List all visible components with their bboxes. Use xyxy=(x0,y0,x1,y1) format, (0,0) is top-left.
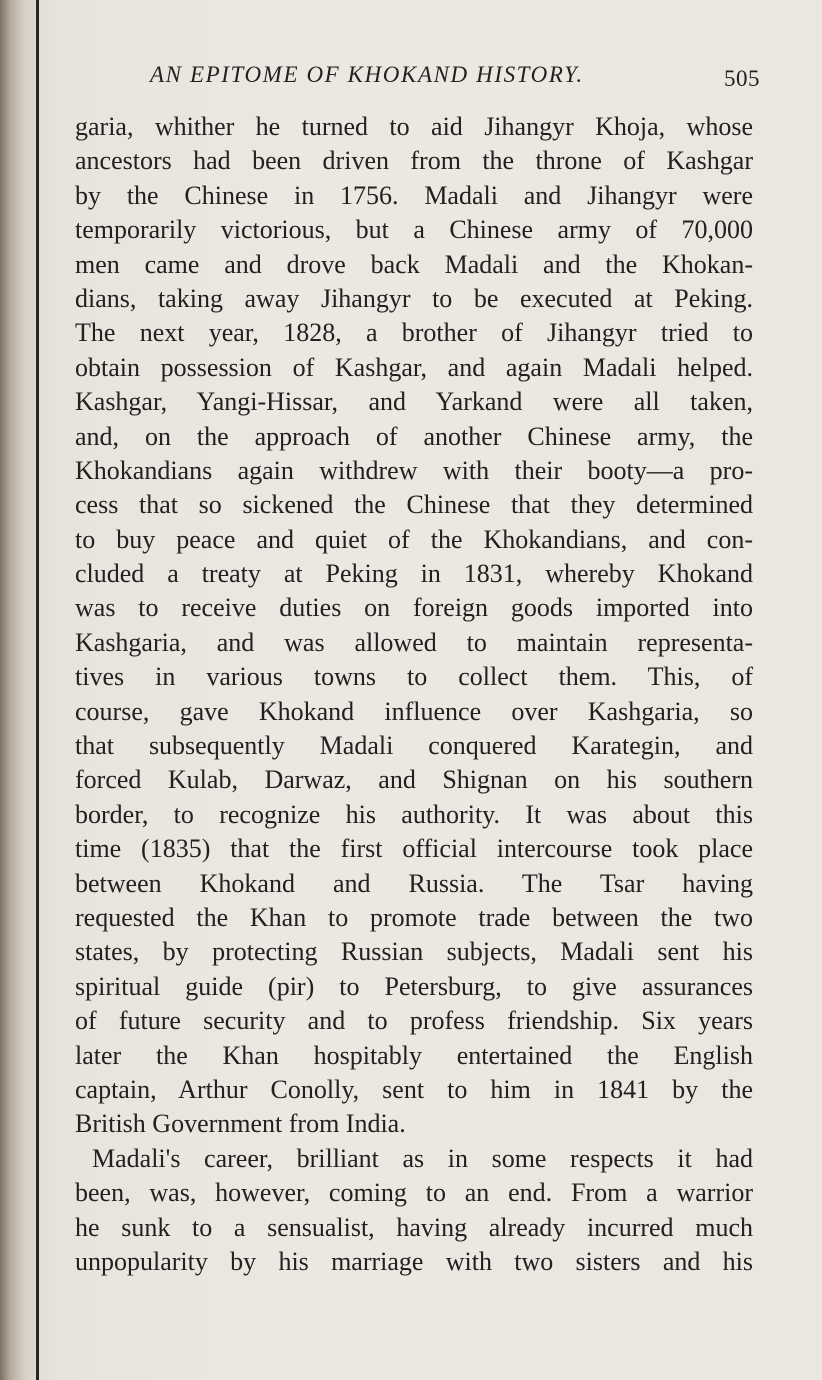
text-line: and, on the approach of another Chinese army, the xyxy=(75,421,753,451)
binding-edge-line xyxy=(36,0,39,1380)
text-line: temporarily victorious, but a Chinese army of 70,000 xyxy=(75,215,753,245)
text-line: spiritual guide (pir) to Petersburg, to give assurances xyxy=(75,971,753,1001)
text-line: Kashgar, Yangi-Hissar, and Yarkand were all taken, xyxy=(75,387,753,417)
text-line: states, by protecting Russian subjects, Madali sent his xyxy=(75,937,753,967)
text-line: garia, whither he turned to aid Jihangyr Khoja, whose xyxy=(75,112,753,141)
text-line: by the Chinese in 1756. Madali and Jihangyr were xyxy=(75,180,753,210)
text-line: to buy peace and quiet of the Khokandians, and con- xyxy=(75,524,753,554)
text-line: cess that so sickened the Chinese that they determined xyxy=(75,490,753,520)
paragraph-end-line: British Government from India. xyxy=(75,1109,406,1139)
text-line: border, to recognize his authority. It was about this xyxy=(75,799,753,829)
text-line: tives in various towns to collect them. This, of xyxy=(75,662,753,692)
text-line: that subsequently Madali conquered Karategin, and xyxy=(75,731,753,761)
text-line: unpopularity by his marriage with two sisters and his xyxy=(75,1246,753,1276)
text-line: between Khokand and Russia. The Tsar having xyxy=(75,868,753,898)
text-line: cluded a treaty at Peking in 1831, whereby Khokand xyxy=(75,559,753,589)
text-line: ancestors had been driven from the throne of Kashgar xyxy=(75,146,753,176)
text-line: he sunk to a sensualist, having already incurred much xyxy=(75,1212,753,1242)
running-title: AN EPITOME OF KHOKAND HISTORY. xyxy=(150,62,584,87)
page-header xyxy=(150,62,760,92)
text-line: been, was, however, coming to an end. From a warrior xyxy=(75,1178,753,1208)
text-line: dians, taking away Jihangyr to be executed at Peking. xyxy=(75,283,753,313)
text-line: men came and drove back Madali and the Khokan- xyxy=(75,249,753,279)
text-line: time (1835) that the first official intercourse took place xyxy=(75,834,753,864)
paragraph-start-line: Madali's career, brilliant as in some respects it had xyxy=(92,1143,753,1173)
binding-gutter xyxy=(0,0,40,1380)
text-line: was to receive duties on foreign goods imported into xyxy=(75,593,753,623)
text-line: forced Kulab, Darwaz, and Shignan on his southern xyxy=(75,765,753,795)
text-line: Khokandians again withdrew with their booty—a pro- xyxy=(75,455,753,485)
text-line: requested the Khan to promote trade between the two xyxy=(75,902,753,932)
text-line: later the Khan hospitably entertained the English xyxy=(75,1040,753,1070)
text-line: The next year, 1828, a brother of Jihangyr tried to xyxy=(75,318,753,348)
text-line: of future security and to profess friendship. Six years xyxy=(75,1006,753,1036)
text-line: captain, Arthur Conolly, sent to him in 1841 by the xyxy=(75,1074,753,1104)
text-line: course, gave Khokand influence over Kashgaria, so xyxy=(75,696,753,726)
page-number: 505 xyxy=(724,66,760,91)
body-text xyxy=(75,110,753,1279)
text-line: obtain possession of Kashgar, and again Madali helped. xyxy=(75,352,753,382)
text-line: Kashgaria, and was allowed to maintain representa- xyxy=(75,627,753,657)
